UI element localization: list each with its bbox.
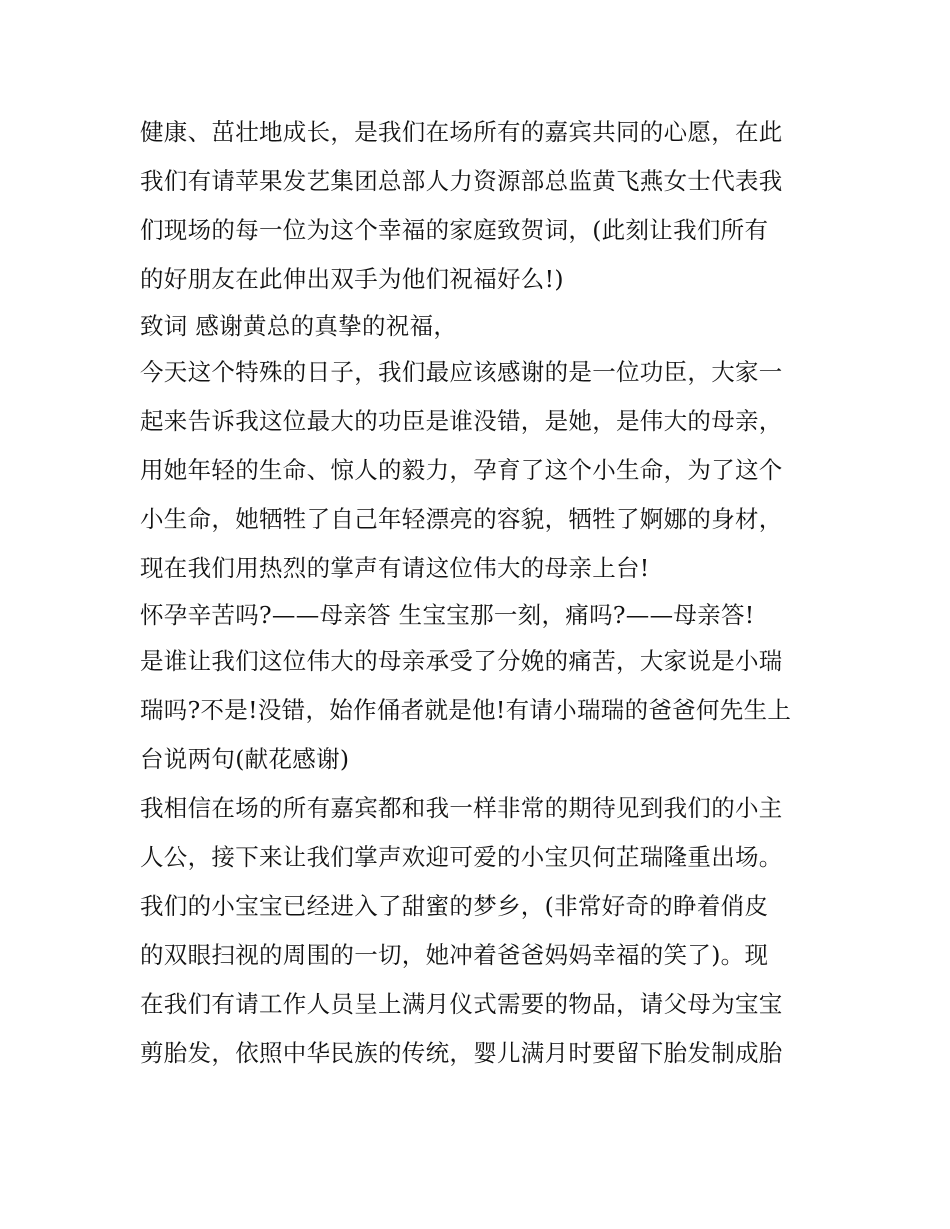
text-line: 台说两句(献花感谢) <box>140 745 350 773</box>
text-line: 用她年轻的生命、惊人的毅力，孕育了这个小生命，为了这个 <box>140 456 783 484</box>
text-line: 我们有请苹果发艺集团总部人力资源部总监黄飞燕女士代表我 <box>140 167 783 195</box>
paragraph-blessing-request <box>140 108 820 304</box>
paragraph-mother-questions <box>140 593 820 637</box>
text-line: 小生命，她牺牲了自己年轻漂亮的容貌，牺牲了婀娜的身材， <box>140 505 783 533</box>
text-line: 致词 感谢黄总的真挚的祝福， <box>140 312 458 340</box>
text-line: 剪胎发，依照中华民族的传统，婴儿满月时要留下胎发制成胎 <box>140 1039 783 1067</box>
text-line: 瑞吗?不是!没错，始作俑者就是他!有请小瑞瑞的爸爸何先生上 <box>140 696 792 724</box>
paragraph-mother-thanks <box>140 348 820 593</box>
text-line: 今天这个特殊的日子，我们最应该感谢的是一位功臣，大家一 <box>140 358 783 386</box>
text-line: 们现场的每一位为这个幸福的家庭致贺词，(此刻让我们所有 <box>140 216 769 244</box>
text-line: 怀孕辛苦吗?——母亲答 生宝宝那一刻，痛吗?——母亲答! <box>140 601 755 629</box>
text-line: 的双眼扫视的周围的一切，她冲着爸爸妈妈幸福的笑了)。现 <box>140 941 769 969</box>
paragraph-baby-entrance <box>140 784 820 1078</box>
document-body <box>140 108 820 1078</box>
paragraph-speech-thanks <box>140 304 820 348</box>
text-line: 现在我们用热烈的掌声有请这位伟大的母亲上台! <box>140 554 650 582</box>
paragraph-father-invite <box>140 637 820 784</box>
text-line: 健康、茁壮地成长，是我们在场所有的嘉宾共同的心愿，在此 <box>140 118 783 146</box>
text-line: 的好朋友在此伸出双手为他们祝福好么!) <box>140 265 564 293</box>
text-line: 在我们有请工作人员呈上满月仪式需要的物品，请父母为宝宝 <box>140 990 783 1018</box>
text-line: 人公，接下来让我们掌声欢迎可爱的小宝贝何芷瑞隆重出场。 <box>140 843 783 871</box>
text-line: 我们的小宝宝已经进入了甜蜜的梦乡，(非常好奇的睁着俏皮 <box>140 892 769 920</box>
text-line: 是谁让我们这位伟大的母亲承受了分娩的痛苦，大家说是小瑞 <box>140 647 783 675</box>
text-line: 我相信在场的所有嘉宾都和我一样非常的期待见到我们的小主 <box>140 794 783 822</box>
text-line: 起来告诉我这位最大的功臣是谁没错，是她，是伟大的母亲， <box>140 407 783 435</box>
